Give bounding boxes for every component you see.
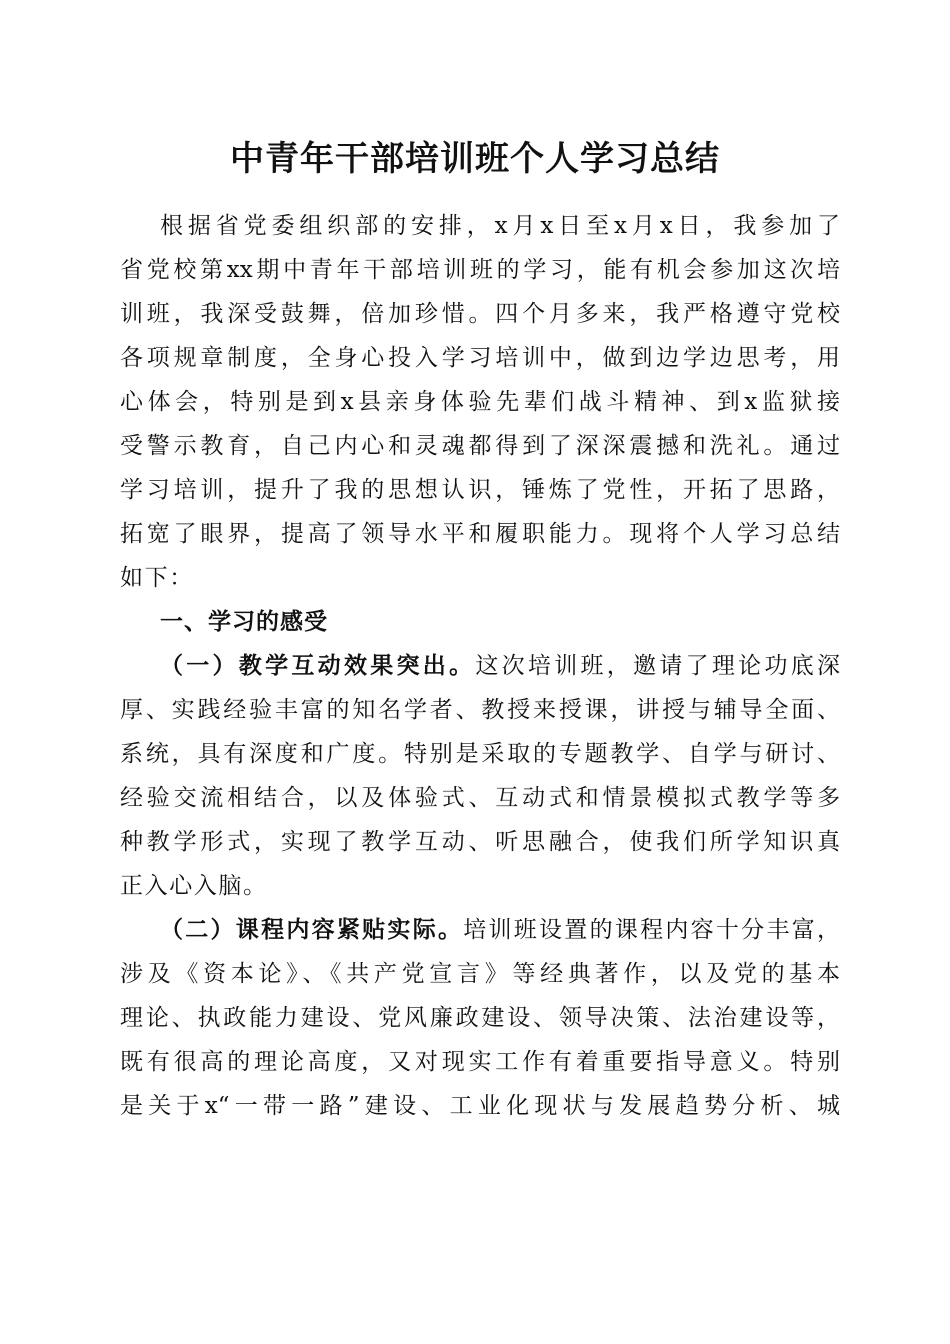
sub2-lead: （二）课程内容紧贴实际。 bbox=[160, 916, 464, 943]
intro-line-7: 学习培训，提升了我的思想认识，锤炼了党性，开拓了思路， bbox=[120, 477, 840, 503]
intro-line-1: 根据省党委组织部的安排，x月x日至x月x日，我参加了 bbox=[160, 213, 840, 239]
sub2-line-3: 理论、执政能力建设、党风廉政建设、领导决策、法治建设等， bbox=[120, 1005, 840, 1031]
intro-line-5: 心体会，特别是到x县亲身体验先辈们战斗精神、到x监狱接 bbox=[120, 389, 840, 415]
sub1-first-rest: 这次培训班，邀请了理论功底深 bbox=[475, 653, 841, 679]
sub1-lead: （一）教学互动效果突出。 bbox=[160, 652, 476, 679]
section-heading: 一、学习的感受 bbox=[160, 609, 328, 635]
intro-line-6: 受警示教育，自己内心和灵魂都得到了深深震撼和洗礼。通过 bbox=[120, 433, 840, 459]
sub1-first-line bbox=[160, 651, 840, 681]
sub1-line-3: 系统，具有深度和广度。特别是采取的专题教学、自学与研讨、 bbox=[120, 741, 840, 767]
sub1-line-5: 种教学形式，实现了教学互动、听思融合，使我们所学知识真 bbox=[120, 829, 840, 855]
sub2-first-line bbox=[160, 915, 840, 945]
intro-line-2: 省党校第xx期中青年干部培训班的学习，能有机会参加这次培 bbox=[120, 257, 840, 283]
intro-line-8: 拓宽了眼界，提高了领导水平和履职能力。现将个人学习总结 bbox=[120, 521, 840, 547]
intro-line-4: 各项规章制度，全身心投入学习培训中，做到边学边思考，用 bbox=[120, 345, 840, 371]
sub1-line-6: 正入心入脑。 bbox=[120, 873, 268, 899]
sub2-line-5: 是关于x“一带一路”建设、工业化现状与发展趋势分析、城 bbox=[120, 1093, 840, 1119]
document-title: 中青年干部培训班个人学习总结 bbox=[230, 139, 720, 179]
sub2-line-4: 既有很高的理论高度，又对现实工作有着重要指导意义。特别 bbox=[120, 1049, 840, 1075]
sub2-first-rest: 培训班设置的课程内容十分丰富， bbox=[463, 917, 841, 943]
sub2-line-2: 涉及《资本论》、《共产党宣言》等经典著作，以及党的基本 bbox=[120, 961, 840, 987]
sub1-line-2: 厚、实践经验丰富的知名学者、教授来授课，讲授与辅导全面、 bbox=[120, 697, 840, 723]
intro-line-3: 训班，我深受鼓舞，倍加珍惜。四个月多来，我严格遵守党校 bbox=[120, 301, 840, 327]
intro-line-9: 如下： bbox=[120, 565, 194, 591]
sub1-line-4: 经验交流相结合，以及体验式、互动式和情景模拟式教学等多 bbox=[120, 785, 840, 811]
